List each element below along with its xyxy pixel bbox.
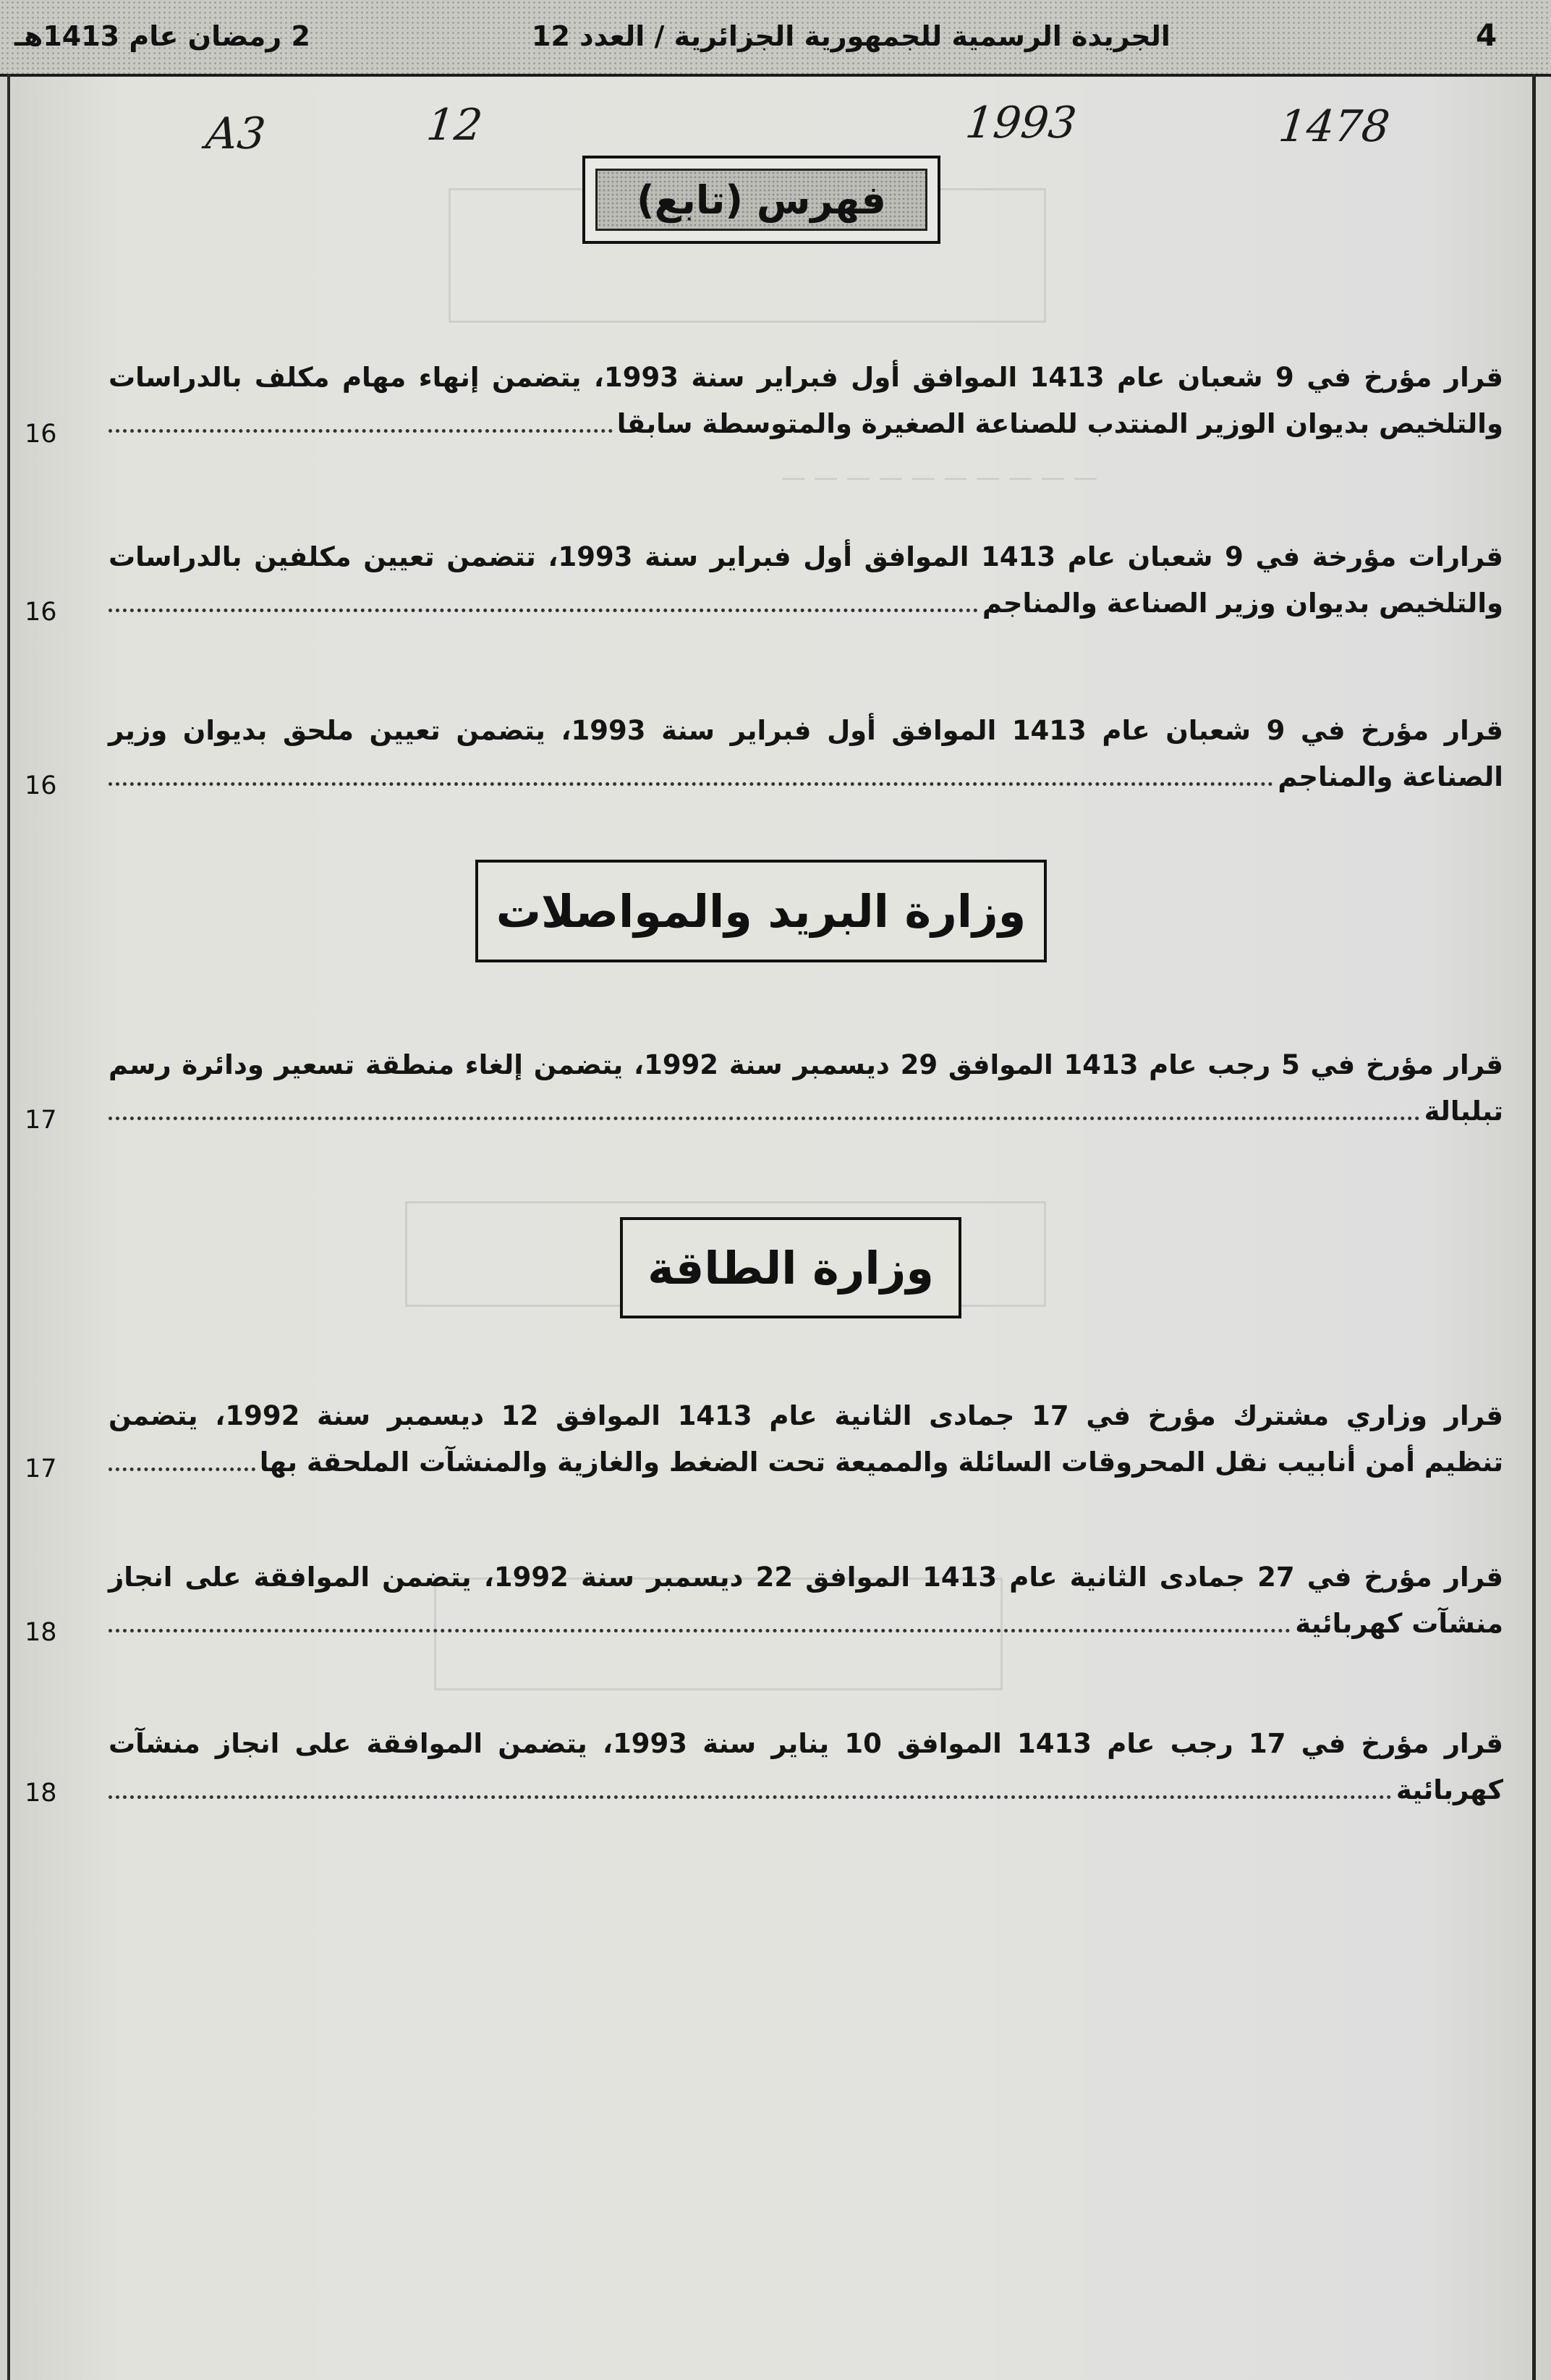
entry-line-text: كهربائية [1395, 1774, 1503, 1805]
index-entry [109, 1554, 1503, 1647]
entry-line [109, 401, 1503, 447]
dot-leader [109, 1629, 1291, 1632]
section-title: وزارة الطاقة [647, 1241, 934, 1295]
entry-line [109, 580, 1503, 627]
left-border [7, 74, 10, 2380]
entry-line: قرار مؤرخ في 27 جمادى الثانية عام 1413 الموافق 22 ديسمبر سنة 1992، يتضمن الموافقة على انجاز [109, 1562, 1503, 1593]
dot-leader [109, 1468, 255, 1471]
dot-leader [109, 1117, 1420, 1120]
index-entry [109, 708, 1503, 800]
header-date: 2 رمضان عام 1413هـ [14, 20, 310, 52]
entry-line-text: الصناعة والمناجم [1278, 761, 1503, 792]
dot-leader [109, 782, 1273, 786]
entry-line-text: تبلبالة [1424, 1096, 1503, 1127]
right-border [1532, 74, 1536, 2380]
entry-line [109, 1767, 1503, 1813]
entry-line-text: والتلخيص بديوان الوزير المنتدب للصناعة الصغيرة والمتوسطة سابقا [616, 408, 1503, 439]
entry-line [109, 754, 1503, 800]
entry-page-number: 16 [25, 420, 57, 449]
entry-page-number: 16 [25, 771, 57, 800]
index-entry [109, 1393, 1503, 1486]
dot-leader [109, 1795, 1392, 1799]
entry-line [109, 1439, 1503, 1486]
index-entry [109, 534, 1503, 627]
dot-leader [109, 609, 978, 612]
handwritten-mark: 1478 [1276, 101, 1393, 152]
section-title-box [620, 1217, 961, 1318]
entry-line [109, 1601, 1503, 1647]
bleed-through-text: — — — — — — — — — — [781, 463, 1098, 492]
entry-page-number: 17 [25, 1454, 57, 1483]
entry-line-text: تنظيم أمن أنابيب نقل المحروقات السائلة والمميعة تحت الضغط والغازية والمنشآت الملحقة بها [259, 1447, 1503, 1478]
index-title: فهرس (تابع) [595, 169, 927, 231]
entry-page-number: 17 [25, 1106, 57, 1135]
header-page-number: 4 [1476, 17, 1497, 53]
page-header [0, 0, 1551, 77]
index-entry [109, 1721, 1503, 1813]
handwritten-mark: 1993 [963, 98, 1079, 148]
section-title: وزارة البريد والمواصلات [496, 884, 1027, 938]
handwritten-mark: 12 [424, 100, 485, 151]
entry-line [109, 1088, 1503, 1135]
handwritten-mark: A3 [203, 109, 268, 159]
entry-page-number: 18 [25, 1779, 57, 1808]
entry-line: قرار وزاري مشترك مؤرخ في 17 جمادى الثانية عام 1413 الموافق 12 ديسمبر سنة 1992، يتضمن [109, 1400, 1503, 1431]
entry-page-number: 16 [25, 598, 57, 627]
entry-line: قرار مؤرخ في 9 شعبان عام 1413 الموافق أول فبراير سنة 1993، يتضمن تعيين ملحق بديوان وزير [109, 715, 1503, 746]
dot-leader [109, 429, 613, 433]
entry-line-text: والتلخيص بديوان وزير الصناعة والمناجم [982, 588, 1503, 619]
entry-line: قرار مؤرخ في 17 رجب عام 1413 الموافق 10 يناير سنة 1993، يتضمن الموافقة على انجاز منشآت [109, 1728, 1503, 1759]
entry-line: قرار مؤرخ في 9 شعبان عام 1413 الموافق أول فبراير سنة 1993، يتضمن إنهاء مهام مكلف بالدراسات [109, 362, 1504, 393]
index-entry [109, 1042, 1503, 1135]
entry-line: قرارات مؤرخة في 9 شعبان عام 1413 الموافق أول فبراير سنة 1993، تتضمن تعيين مكلفين بالدراسات [109, 541, 1504, 572]
header-journal-title: الجريدة الرسمية للجمهورية الجزائرية / العدد 12 [532, 20, 1170, 52]
entry-line: قرار مؤرخ في 5 رجب عام 1413 الموافق 29 ديسمبر سنة 1992، يتضمن إلغاء منطقة تسعير ودائرة رسم [109, 1049, 1503, 1080]
index-title-box [582, 156, 940, 244]
section-title-box [475, 860, 1047, 962]
entry-page-number: 18 [25, 1618, 57, 1647]
entry-line-text: منشآت كهربائية [1295, 1608, 1503, 1639]
index-entry [109, 355, 1503, 447]
